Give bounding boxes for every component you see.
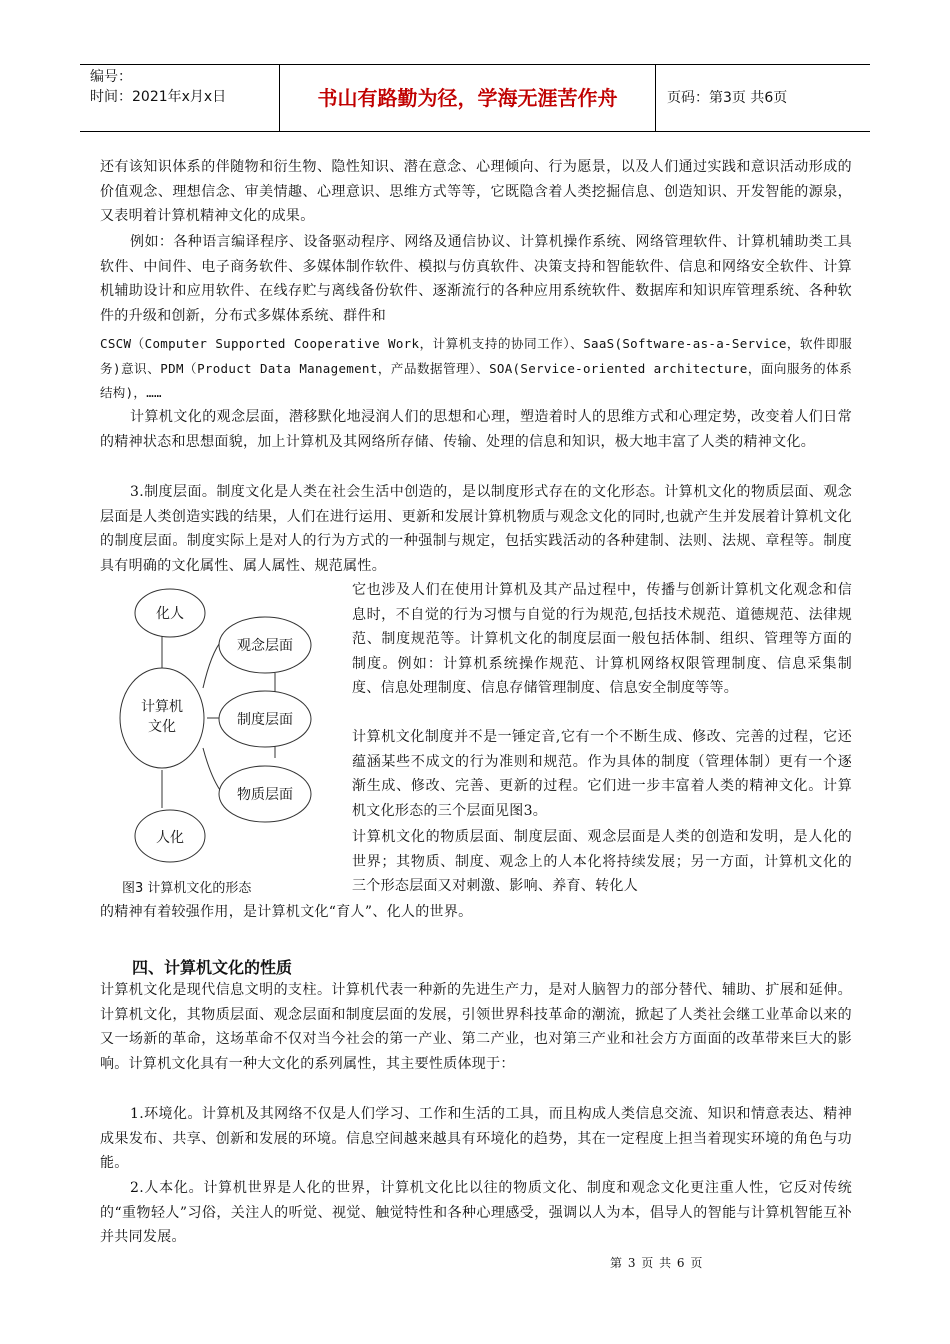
paragraph-examples-cont: CSCW（Computer Supported Cooperative Work，计算机支持的协同工作）、SaaS(Software-as-a-Service，软件即服务)意识、PDM（Product Data Management，产品数据管理）、SOA(Service-oriented architecture，面向服务的体系结构)，……: [100, 336, 852, 400]
header-meta: [80, 65, 280, 131]
section-heading-nature: 四、计算机文化的性质: [132, 958, 293, 977]
svg-text:化人: 化人: [156, 606, 184, 622]
node-material-layer: [219, 766, 311, 822]
svg-text:观念层面: 观念层面: [237, 638, 293, 654]
header-page-label: 页码：第3页 共6页: [667, 90, 788, 106]
paragraph-norms: 它也涉及人们在使用计算机及其产品过程中，传播与创新计算机文化观念和信息时，不自觉的行为习惯与自觉的行为规范,包括技术规范、道德规范、法律规范、制度规范等。计算机文化的制度层面一般包括体制、组织、管理等方面的制度。例如：计算机系统操作规范、计算机网络权限管理制度、信息采集制度、信息处理制度、信息存储管理制度、信息安全制度等等。: [352, 582, 852, 696]
node-concept-layer: [219, 617, 311, 673]
figure-computer-culture-forms: [115, 588, 350, 873]
node-top-huaren: [135, 589, 205, 637]
paragraph-humanism: 2.人本化。计算机世界是人化的世界，计算机文化比以往的物质文化、制度和观念文化更注重人性，它反对传统的“重物轻人”习俗，关注人的听觉、视觉、触觉特性和各种心理感受，强调以人为本，倡导人的智能与计算机智能互补并共同发展。: [100, 1180, 852, 1245]
paragraph-nature-intro: 计算机文化是现代信息文明的支柱。计算机代表一种新的先进生产力，是对人脑智力的部分替代、辅助、扩展和延伸。计算机文化，其物质层面、观念层面和制度层面的发展，引领世界科技革命的潮流，掀起了人类社会继工业革命以来的又一场新的革命，这场革命不仅对当今社会的第一产业、第二产业，也对第三产业和社会方方面面的改革带来巨大的影响。计算机文化具有一种大文化的系列属性，其主要性质体现于：: [100, 982, 852, 1072]
svg-text:人化: 人化: [156, 830, 184, 846]
figure-caption: 图3 计算机文化的形态: [122, 881, 252, 896]
svg-text:物质层面: 物质层面: [237, 787, 293, 803]
svg-text:制度层面: 制度层面: [237, 712, 293, 728]
paragraph-humanized-world-cont: 的精神有着较强作用，是计算机文化“育人”、化人的世界。: [100, 904, 473, 920]
paragraph-concept-layer: 计算机文化的观念层面，潜移默化地浸润人们的思想和心理，塑造着时人的思维方式和心理定势，改变着人们日常的精神状态和思想面貌，加上计算机及其网络所存储、传输、处理的信息和知识，极大地丰富了人类的精神文化。: [100, 409, 852, 450]
paragraph-knowledge: 还有该知识体系的伴随物和衍生物、隐性知识、潜在意念、心理倾向、行为愿景，以及人们通过实践和意识活动形成的价值观念、理想信念、审美情趣、心理意识、思维方式等等，它既隐含着人类挖掘信息、创造知识、开发智能的源泉，又表明着计算机精神文化的成果。: [100, 159, 852, 224]
svg-text:文化: 文化: [148, 719, 176, 735]
paragraph-system-evolution: 计算机文化制度并不是一锤定音,它有一个不断生成、修改、完善的过程，它还蕴涵某些不成文的行为准则和规范。作为具体的制度（管理体制）更有一个逐渐生成、修改、完善、更新的过程。它们进一步丰富着人类的精神文化。计算机文化形态的三个层面见图3。: [352, 729, 852, 819]
header-motto: 书山有路勤为径，学海无涯苦作舟: [280, 65, 656, 131]
node-bottom-renhua: [135, 810, 205, 862]
header-number-label: 编号：: [90, 69, 132, 85]
node-system-layer: [219, 691, 311, 747]
paragraph-system-layer: 3.制度层面。制度文化是人类在社会生活中创造的，是以制度形式存在的文化形态。计算机文化的物质层面、观念层面是人类创造实践的结果，人们在进行运用、更新和发展计算机物质与观念文化的同时,也就产生并发展着计算机文化的制度层面。制度实际上是对人的行为方式的一种强制与规定，包括实践活动的各种建制、法则、法规、章程等。制度具有明确的文化属性、属人属性、规范属性。: [100, 484, 852, 574]
node-center-computer-culture: [120, 668, 204, 768]
page-header: [80, 64, 870, 132]
paragraph-environment: 1.环境化。计算机及其网络不仅是人们学习、工作和生活的工具，而且构成人类信息交流、知识和情意表达、精神成果发布、共享、创新和发展的环境。信息空间越来越具有环境化的趋势，其在一定程度上担当着现实环境的角色与功能。: [100, 1106, 852, 1171]
header-time-label: 时间：2021年x月x日: [90, 89, 227, 105]
paragraph-examples: 例如：各种语言编译程序、设备驱动程序、网络及通信协议、计算机操作系统、网络管理软件、计算机辅助类工具软件、中间件、电子商务软件、多媒体制作软件、模拟与仿真软件、决策支持和智能软件、信息和网络安全软件、计算机辅助设计和应用软件、在线存贮与离线备份软件、逐渐流行的各种应用系统软件、数据库和知识库管理系统、各种软件的升级和创新，分布式多媒体系统、群件和: [100, 234, 852, 324]
page-footer: 第 3 页 共 6 页: [610, 1256, 704, 1270]
paragraph-humanized-world: 计算机文化的物质层面、制度层面、观念层面是人类的创造和发明，是人化的世界；其物质、制度、观念上的人本化将持续发展；另一方面，计算机文化的三个形态层面又对刺激、影响、养育、转化人: [352, 829, 852, 894]
svg-text:计算机: 计算机: [141, 699, 183, 715]
